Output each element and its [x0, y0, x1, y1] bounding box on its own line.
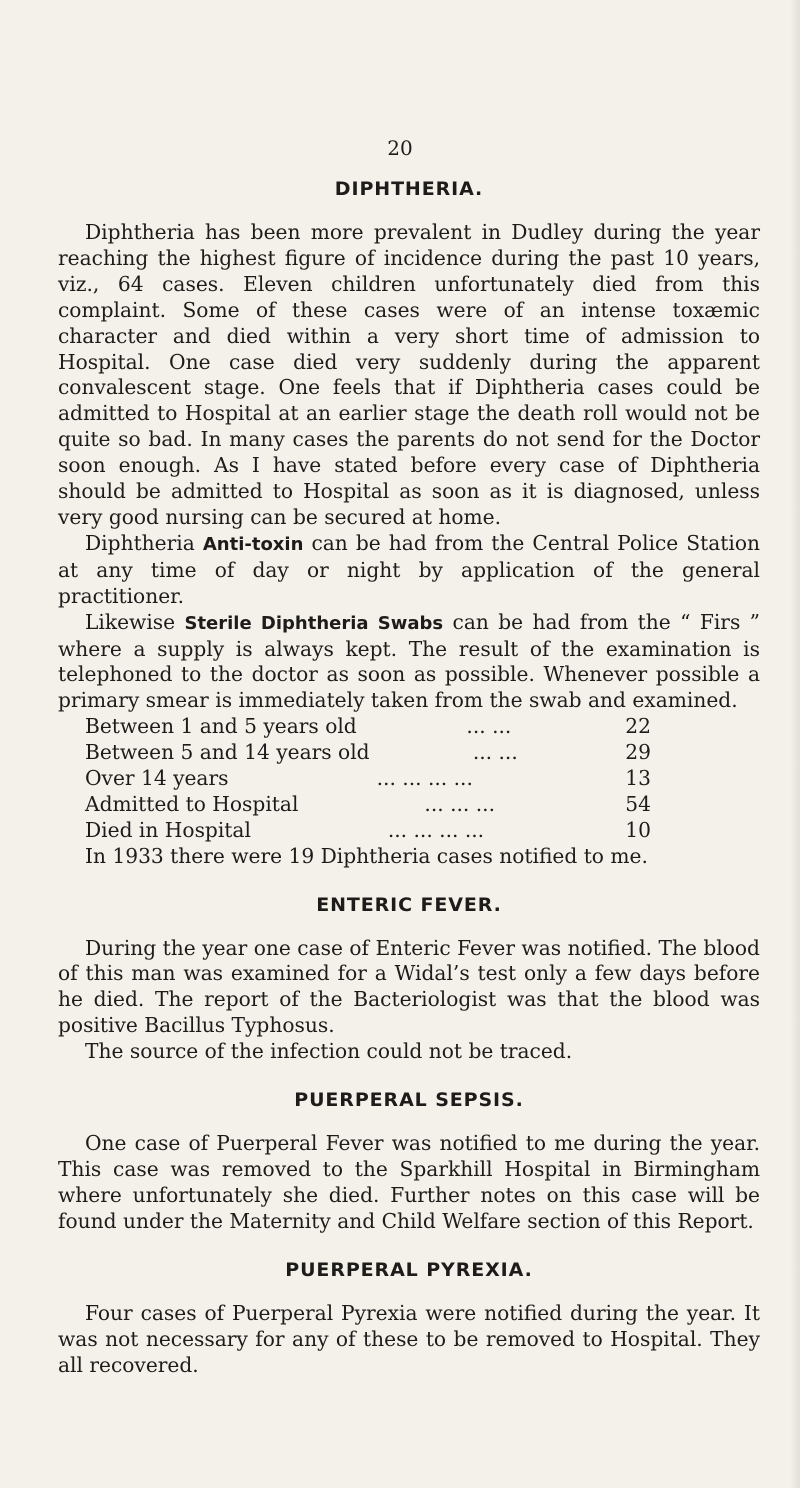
puerperal-sepsis-section [58, 1087, 760, 1235]
puerperal-sepsis-heading: PUERPERAL SEPSIS. [294, 1089, 524, 1112]
stat-leader: ... ... [472, 740, 518, 765]
stat-leader: ... ... ... ... [376, 766, 473, 790]
stat-label: Over 14 years [85, 766, 229, 790]
text-run: can be had from the “ Firs ” where a supply is always kept. The result of the examination is telephoned to the doctor as soon as possible. Whenever possible a primary smear is immediately taken from the swab and examined. [58, 609, 761, 713]
text-run: Likewise [85, 609, 185, 634]
enteric-fever-section [58, 892, 760, 1066]
page-edge-shadow [790, 0, 800, 1488]
stat-leader: ... ... ... ... [387, 817, 485, 842]
diphtheria-1933-note: In 1933 there were 19 Diphtheria cases notified to me. [85, 843, 648, 868]
puerperal-pyrexia-section [58, 1257, 760, 1379]
stat-value: 13 [625, 766, 651, 790]
stat-row [85, 714, 651, 740]
stat-label: Between 1 and 5 years old [85, 714, 357, 739]
emphasis-anti-toxin: Anti-toxin [202, 533, 304, 555]
stat-row [85, 818, 651, 844]
puerperal-pyrexia-heading: PUERPERAL PYREXIA. [285, 1258, 533, 1281]
enteric-paragraph-1: During the year one case of Enteric Fever was notified. The blood of this man was examined for a Widal’s test only a few days before he died. The report of the Bacteriologist was that the blood was positive Bacillus Typhosus. [58, 935, 760, 1038]
pyrexia-paragraph-1: Four cases of Puerperal Pyrexia were notified during the year. It was not necessary for any of these to be removed to Hospital. They all recovered. [58, 1300, 760, 1377]
diphtheria-paragraph-1: Diphtheria has been more prevalent in Dudley during the year reaching the highest figure of incidence during the past 10 years, viz., 64 cases. Eleven children unfortunately died from this complaint. Some of these cases were of an intense toxæmic character and died within a very short time of admission to Hospital. One case died very suddenly during the apparent convalescent stage. One feels that if Diphtheria cases could be admitted to Hospital at an earlier stage the death roll would not be quite so bad. In many cases the parents do not send for the Doctor soon enough. As I have stated before every case of Diphtheria should be admitted to Hospital as soon as it is diagnosed, unless very good nursing can be secured at home. [58, 220, 760, 529]
stat-label: Admitted to Hospital [85, 791, 299, 816]
text-run: can be had from the Central Police Station at any time of day or night by application of the general practitioner. [58, 530, 760, 608]
diphtheria-paragraph-2 [58, 531, 760, 610]
enteric-paragraph-2: The source of the infection could not be traced. [85, 1039, 573, 1064]
page-number: 20 [387, 136, 413, 160]
enteric-fever-heading: ENTERIC FEVER. [316, 893, 502, 916]
text-run: Diphtheria [85, 530, 203, 555]
emphasis-sterile-swabs: Sterile Diphtheria Swabs [184, 612, 444, 634]
stat-leader: ... ... [466, 714, 512, 739]
diphtheria-section [58, 176, 760, 870]
stat-leader: ... ... ... [424, 791, 495, 816]
stat-label: Between 5 and 14 years old [85, 740, 370, 765]
stat-value: 54 [625, 791, 651, 816]
diphtheria-paragraph-3 [58, 610, 760, 715]
stat-value: 29 [625, 740, 651, 765]
sepsis-paragraph-1: One case of Puerperal Fever was notified to me during the year. This case was removed to the Sparkhill Hospital in Birmingham where unfortunately she died. Further notes on this case will be found under the Maternity and Child Welfare section of this Report. [58, 1131, 760, 1233]
stat-row [85, 766, 651, 792]
stat-value: 10 [625, 817, 651, 842]
stat-row [85, 740, 651, 766]
stat-value: 22 [625, 714, 651, 739]
stat-row [85, 792, 651, 818]
diphtheria-heading: DIPHTHERIA. [334, 178, 484, 200]
stat-label: Died in Hospital [85, 817, 251, 842]
diphtheria-statistics [85, 714, 651, 843]
page-content [58, 176, 760, 1378]
